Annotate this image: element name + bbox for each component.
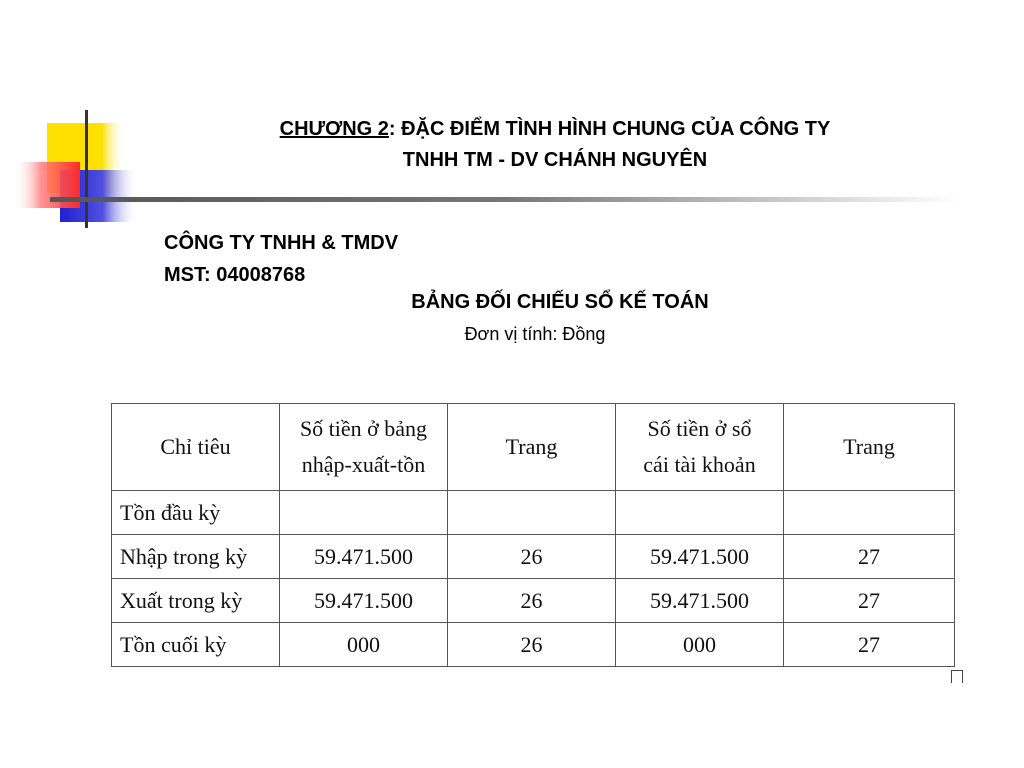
table-cell: 27 xyxy=(784,535,955,579)
chapter-title-rest: : ĐẶC ĐIỂM TÌNH HÌNH CHUNG CỦA CÔNG TY xyxy=(388,118,831,140)
table-cell: 26 xyxy=(448,623,616,667)
company-block xyxy=(164,227,398,291)
table-row xyxy=(112,491,955,535)
table-cell xyxy=(616,491,784,535)
row-label: Xuất trong kỳ xyxy=(112,579,280,623)
table-row xyxy=(112,623,955,667)
reconciliation-table xyxy=(111,403,955,667)
unit-label: Đơn vị tính: Đồng xyxy=(464,324,606,344)
horizontal-rule xyxy=(50,197,960,202)
table-cell: 59.471.500 xyxy=(280,579,448,623)
table-cell: 59.471.500 xyxy=(616,535,784,579)
row-label: Tồn cuối kỳ xyxy=(112,623,280,667)
company-name: CÔNG TY TNHH & TMDV xyxy=(164,232,399,254)
table-cell: 26 xyxy=(448,579,616,623)
chapter-title xyxy=(150,114,960,176)
header-cell: Số tiền ở bảng nhập-xuất-tồn xyxy=(280,404,448,491)
table-cell xyxy=(784,491,955,535)
table-end-mark xyxy=(951,670,963,683)
table-cell: 27 xyxy=(784,579,955,623)
table-cell: 26 xyxy=(448,535,616,579)
header-cell: Số tiền ở sổ cái tài khoản xyxy=(616,404,784,491)
header-cell: Trang xyxy=(784,404,955,491)
table-cell: 59.471.500 xyxy=(280,535,448,579)
table-cell: 000 xyxy=(616,623,784,667)
table-cell: 000 xyxy=(280,623,448,667)
table-row xyxy=(112,579,955,623)
table-cell xyxy=(280,491,448,535)
header-cell: Chỉ tiêu xyxy=(112,404,280,491)
table-cell: 59.471.500 xyxy=(616,579,784,623)
document-title: BẢNG ĐỐI CHIẾU SỔ KẾ TOÁN xyxy=(411,291,709,313)
tax-code: MST: 04008768 xyxy=(164,264,306,286)
table-row xyxy=(112,535,955,579)
table-cell: 27 xyxy=(784,623,955,667)
chapter-prefix: CHƯƠNG 2 xyxy=(279,118,389,140)
vertical-rule xyxy=(85,110,88,228)
table-header-row xyxy=(112,404,955,491)
row-label: Nhập trong kỳ xyxy=(112,535,280,579)
header-cell: Trang xyxy=(448,404,616,491)
table-cell xyxy=(448,491,616,535)
chapter-title-line2: TNHH TM - DV CHÁNH NGUYÊN xyxy=(402,149,708,171)
row-label: Tồn đầu kỳ xyxy=(112,491,280,535)
